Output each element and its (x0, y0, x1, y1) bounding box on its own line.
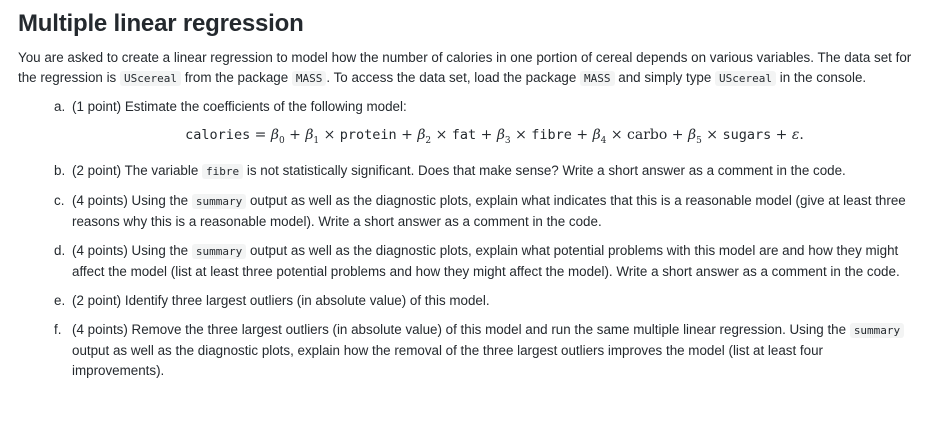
package-code: MASS (580, 71, 615, 86)
item-letter: b. (54, 162, 66, 178)
fibre-code: fibre (202, 164, 243, 179)
item-text: (1 point) Estimate the coefficients of the following model: (72, 99, 407, 114)
list-item-c: c. (4 points) Using the summary output as well as the diagnostic plots, explain what indicates that this is a reasonable model (give at least three reasons why this is a reasonable model). Write a short answer as a comment in the code. (54, 192, 906, 229)
dataset-code: UScereal (715, 71, 776, 86)
item-letter: c. (54, 192, 65, 208)
item-letter: d. (54, 242, 66, 258)
intro-text: You are asked to create a linear regression to model how the number of calories in one portion of cereal depends on various variables. The data set for the regression is (18, 50, 912, 85)
summary-code: summary (192, 194, 246, 209)
dataset-code: UScereal (120, 71, 181, 86)
list-item-f: f. (4 points) Remove the three largest outliers (in absolute value) of this model and run the same multiple linear regression. Using the summary output as well as the diagnostic plots, explain how the removal of the three largest outliers improves the model (list at least four improvements). (54, 320, 917, 381)
summary-code: summary (192, 244, 246, 259)
list-item-e: e. (2 point) Identify three largest outliers (in absolute value) of this model. (54, 291, 917, 311)
list-item-a (54, 97, 917, 151)
package-code: MASS (292, 71, 327, 86)
question-list (18, 97, 917, 381)
item-letter: f. (54, 321, 62, 337)
page-title: Multiple linear regression (18, 10, 304, 37)
intro-text: in the console. (779, 70, 867, 85)
list-item-b: b. (2 point) The variable fibre is not statistically significant. Does that make sense? Write a short answer as a comment in the code. (54, 161, 917, 182)
intro-text: . To access the data set, load the package (326, 70, 577, 85)
regression-formula: calories = $\beta_0 + \beta_1$ × protein + $\beta_2$ × fat + $\beta_3$ × fibre + $\beta_4$ × carbo + $\beta_5$ × sugars + ε. (185, 127, 804, 146)
item-letter: e. (54, 292, 66, 308)
intro-paragraph (18, 48, 917, 89)
intro-text: from the package (184, 70, 289, 85)
summary-code: summary (850, 323, 904, 338)
list-item-d: d. (4 points) Using the summary output as well as the diagnostic plots, explain what potential problems with this model are and how they might affect the model (list at least three potential problems and how they might affect the model). Write a short answer as a comment in the code. (54, 242, 900, 279)
item-letter: a. (54, 99, 66, 114)
intro-text: and simply type (618, 70, 712, 85)
